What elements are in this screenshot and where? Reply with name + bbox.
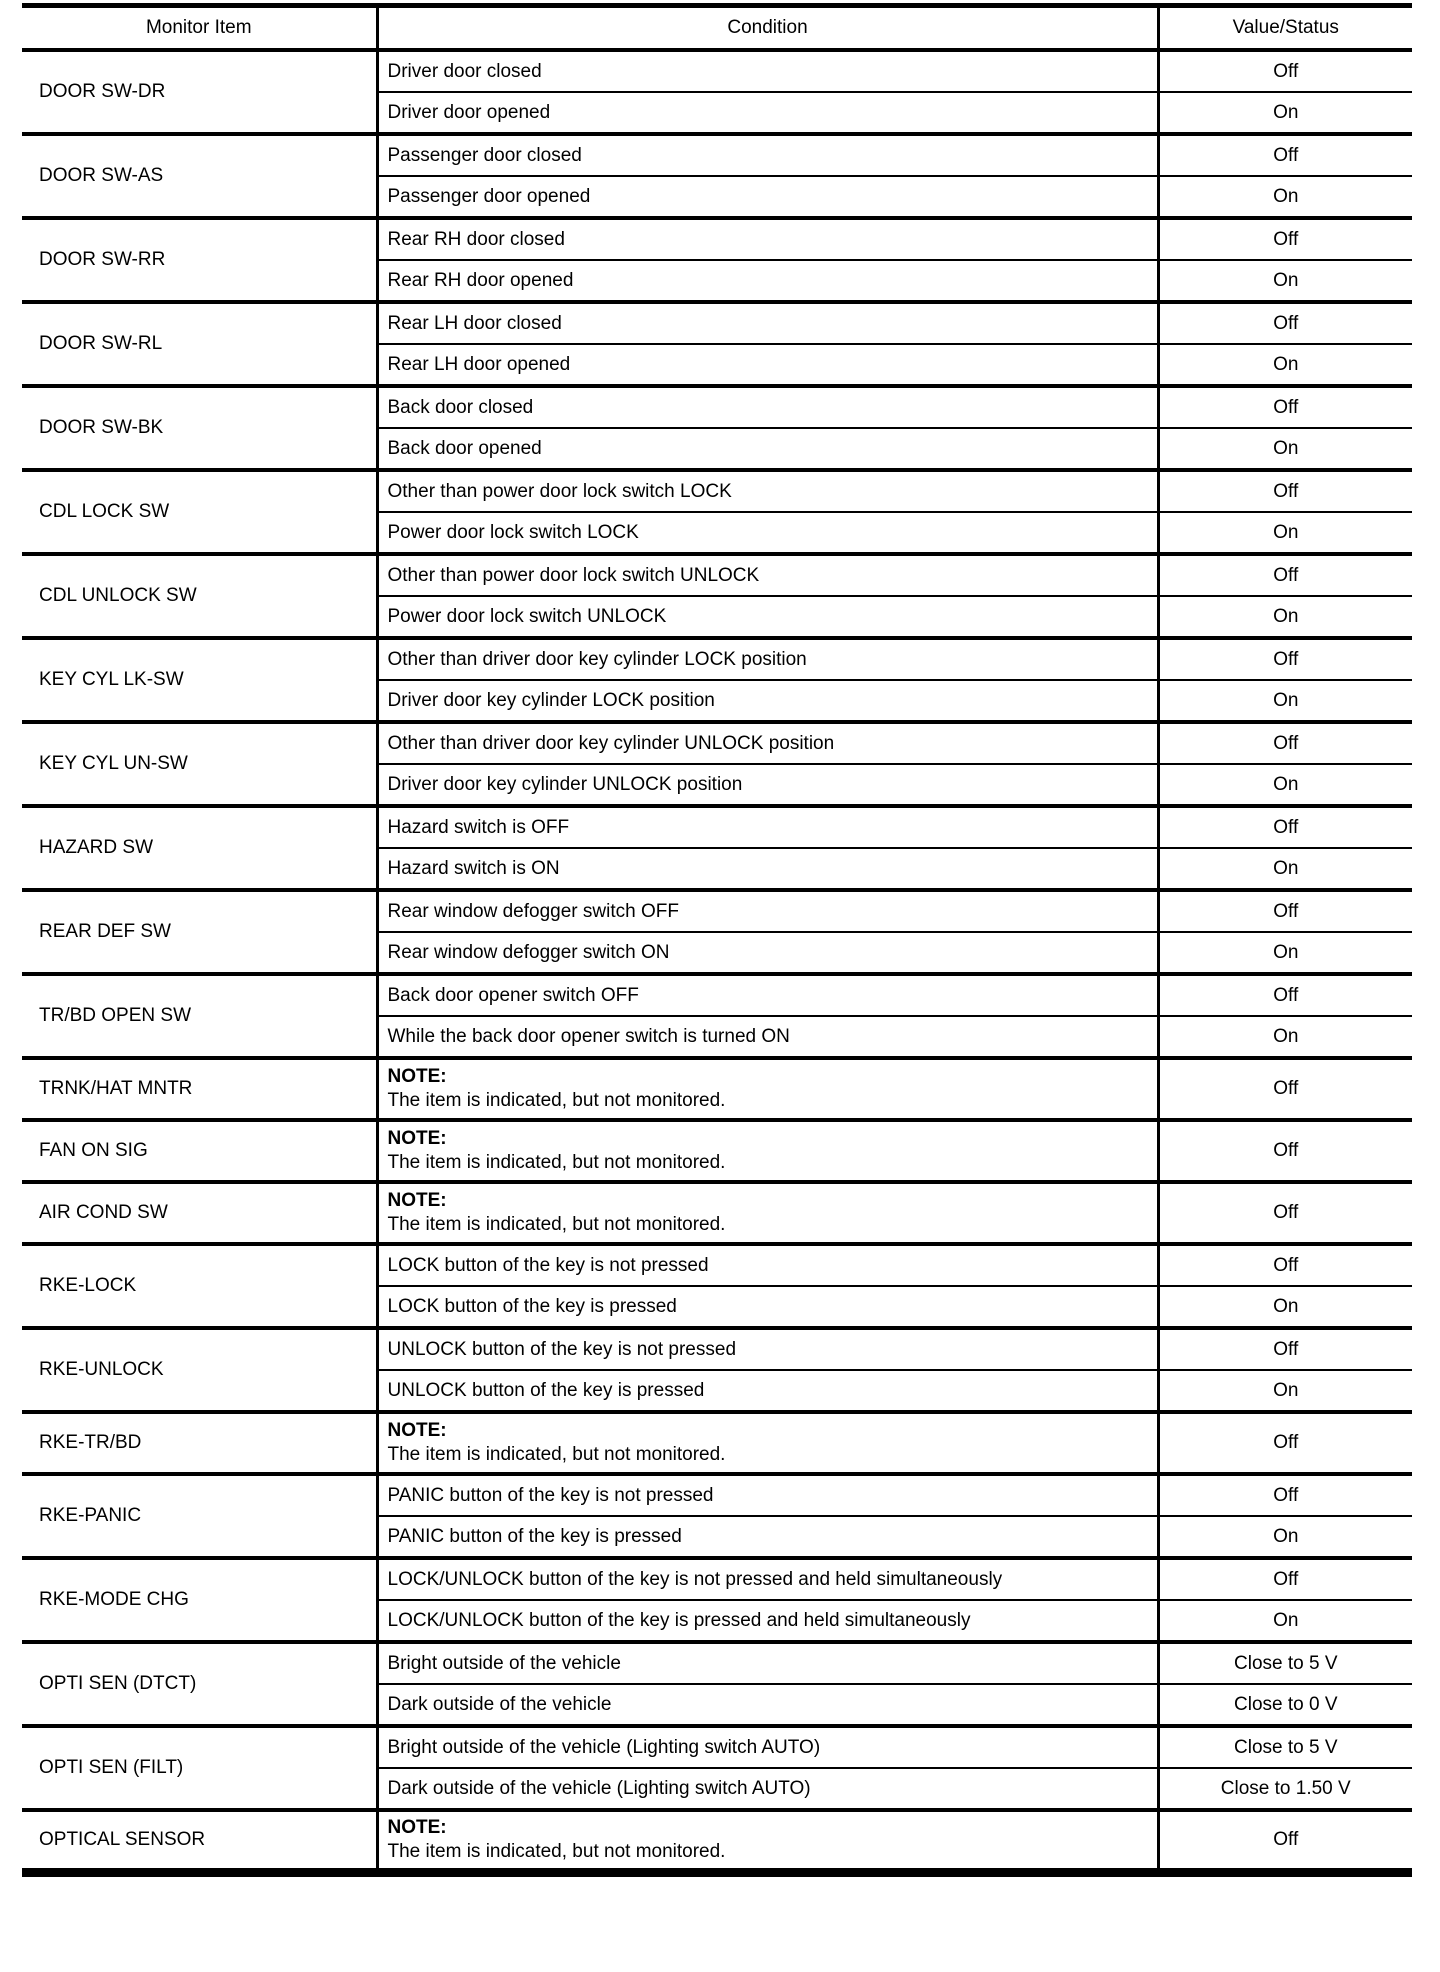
monitor-item-cell: RKE-TR/BD [22,1412,377,1474]
table-row [22,50,1412,92]
value-status-cell: On [1158,680,1412,722]
monitor-item-cell: OPTICAL SENSOR [22,1810,377,1872]
value-status-cell: On [1158,848,1412,890]
table-row [22,386,1412,428]
condition-cell: Driver door key cylinder UNLOCK position [377,764,1158,806]
value-status-cell: Off [1158,50,1412,92]
monitor-item-cell: REAR DEF SW [22,890,377,974]
table-row [22,1244,1412,1286]
condition-cell: Dark outside of the vehicle (Lighting switch AUTO) [377,1768,1158,1810]
value-status-cell: Off [1158,1810,1412,1872]
value-status-cell: On [1158,932,1412,974]
condition-cell: Rear RH door opened [377,260,1158,302]
value-status-cell: On [1158,1600,1412,1642]
header-row [22,6,1412,51]
condition-cell: Other than driver door key cylinder LOCK position [377,638,1158,680]
monitor-item-cell: KEY CYL UN-SW [22,722,377,806]
table-row [22,1810,1412,1872]
condition-cell: Driver door closed [377,50,1158,92]
value-status-cell: On [1158,176,1412,218]
monitor-item-cell: TRNK/HAT MNTR [22,1058,377,1120]
condition-cell: Bright outside of the vehicle (Lighting switch AUTO) [377,1726,1158,1768]
condition-cell: While the back door opener switch is turned ON [377,1016,1158,1058]
monitor-item-cell: FAN ON SIG [22,1120,377,1182]
value-status-cell: Off [1158,1182,1412,1244]
condition-cell: Passenger door opened [377,176,1158,218]
table-row [22,470,1412,512]
note-text: The item is indicated, but not monitored. [387,1444,726,1465]
value-status-cell: On [1158,260,1412,302]
table-row [22,1726,1412,1768]
monitor-item-cell: OPTI SEN (FILT) [22,1726,377,1810]
condition-cell: LOCK button of the key is not pressed [377,1244,1158,1286]
value-status-cell: Off [1158,722,1412,764]
condition-cell [377,1058,1158,1120]
condition-cell: PANIC button of the key is pressed [377,1516,1158,1558]
condition-cell: Dark outside of the vehicle [377,1684,1158,1726]
condition-cell: Rear LH door closed [377,302,1158,344]
condition-cell: Rear window defogger switch OFF [377,890,1158,932]
data-monitor-table [22,3,1412,1877]
value-status-cell: Off [1158,1412,1412,1474]
condition-cell: Other than driver door key cylinder UNLOCK position [377,722,1158,764]
condition-cell [377,1810,1158,1872]
monitor-item-cell: TR/BD OPEN SW [22,974,377,1058]
value-status-cell: Off [1158,470,1412,512]
monitor-item-cell: DOOR SW-RR [22,218,377,302]
condition-cell: UNLOCK button of the key is pressed [377,1370,1158,1412]
table-row [22,890,1412,932]
value-status-cell: On [1158,1286,1412,1328]
value-status-cell: Off [1158,890,1412,932]
monitor-item-cell: CDL UNLOCK SW [22,554,377,638]
monitor-item-cell: DOOR SW-RL [22,302,377,386]
value-status-cell: Off [1158,1474,1412,1516]
condition-cell: Driver door opened [377,92,1158,134]
note-text: The item is indicated, but not monitored. [387,1090,726,1111]
condition-cell: Hazard switch is OFF [377,806,1158,848]
value-status-cell: Off [1158,1328,1412,1370]
value-status-cell: On [1158,1370,1412,1412]
condition-cell: Bright outside of the vehicle [377,1642,1158,1684]
note-label: NOTE: [387,1066,447,1087]
monitor-item-cell: DOOR SW-BK [22,386,377,470]
note-text: The item is indicated, but not monitored. [387,1152,726,1173]
condition-cell: LOCK button of the key is pressed [377,1286,1158,1328]
value-status-cell: On [1158,92,1412,134]
table-row [22,974,1412,1016]
monitor-item-cell: OPTI SEN (DTCT) [22,1642,377,1726]
value-status-cell: Off [1158,1558,1412,1600]
value-status-cell: Off [1158,638,1412,680]
value-status-cell: Close to 0 V [1158,1684,1412,1726]
note-label: NOTE: [387,1190,447,1211]
table-row [22,722,1412,764]
value-status-cell: Off [1158,302,1412,344]
table-row [22,1058,1412,1120]
condition-cell [377,1182,1158,1244]
value-status-cell: Off [1158,386,1412,428]
table-row [22,554,1412,596]
condition-cell: UNLOCK button of the key is not pressed [377,1328,1158,1370]
condition-cell: Back door closed [377,386,1158,428]
value-status-cell: On [1158,764,1412,806]
monitor-item-cell: AIR COND SW [22,1182,377,1244]
value-status-cell: Close to 5 V [1158,1642,1412,1684]
table-row [22,1120,1412,1182]
table-row [22,134,1412,176]
table-row [22,638,1412,680]
note-label: NOTE: [387,1128,447,1149]
table-row [22,1474,1412,1516]
monitor-item-cell: RKE-MODE CHG [22,1558,377,1642]
monitor-item-cell: KEY CYL LK-SW [22,638,377,722]
condition-cell: Passenger door closed [377,134,1158,176]
value-status-cell: On [1158,344,1412,386]
condition-cell: Power door lock switch UNLOCK [377,596,1158,638]
value-status-cell: Off [1158,554,1412,596]
condition-cell: PANIC button of the key is not pressed [377,1474,1158,1516]
monitor-item-cell: DOOR SW-AS [22,134,377,218]
condition-cell: Other than power door lock switch LOCK [377,470,1158,512]
condition-cell: Rear RH door closed [377,218,1158,260]
value-status-cell: Off [1158,134,1412,176]
column-header-monitor-item: Monitor Item [22,6,377,51]
condition-cell: LOCK/UNLOCK button of the key is pressed and held simultaneously [377,1600,1158,1642]
value-status-cell: On [1158,512,1412,554]
value-status-cell: Off [1158,1058,1412,1120]
table-row [22,1642,1412,1684]
condition-cell: Other than power door lock switch UNLOCK [377,554,1158,596]
value-status-cell: On [1158,428,1412,470]
monitor-item-cell: RKE-PANIC [22,1474,377,1558]
condition-cell [377,1120,1158,1182]
value-status-cell: Close to 1.50 V [1158,1768,1412,1810]
value-status-cell: Off [1158,1120,1412,1182]
note-text: The item is indicated, but not monitored. [387,1214,726,1235]
monitor-item-cell: RKE-LOCK [22,1244,377,1328]
table-row [22,302,1412,344]
value-status-cell: On [1158,596,1412,638]
value-status-cell: Off [1158,1244,1412,1286]
condition-cell: Rear window defogger switch ON [377,932,1158,974]
column-header-condition: Condition [377,6,1158,51]
value-status-cell: On [1158,1516,1412,1558]
condition-cell: LOCK/UNLOCK button of the key is not pressed and held simultaneously [377,1558,1158,1600]
condition-cell: Back door opened [377,428,1158,470]
value-status-cell: On [1158,1016,1412,1058]
monitor-item-cell: CDL LOCK SW [22,470,377,554]
table-row [22,1182,1412,1244]
value-status-cell: Off [1158,218,1412,260]
condition-cell: Driver door key cylinder LOCK position [377,680,1158,722]
value-status-cell: Close to 5 V [1158,1726,1412,1768]
condition-cell [377,1412,1158,1474]
column-header-value-status: Value/Status [1158,6,1412,51]
value-status-cell: Off [1158,974,1412,1016]
table-row [22,806,1412,848]
monitor-item-cell: DOOR SW-DR [22,50,377,134]
condition-cell: Power door lock switch LOCK [377,512,1158,554]
table-row [22,1558,1412,1600]
table-row [22,1412,1412,1474]
table-row [22,1328,1412,1370]
value-status-cell: Off [1158,806,1412,848]
note-label: NOTE: [387,1420,447,1441]
monitor-item-cell: RKE-UNLOCK [22,1328,377,1412]
note-text: The item is indicated, but not monitored. [387,1840,726,1862]
table-row [22,218,1412,260]
monitor-item-cell: HAZARD SW [22,806,377,890]
condition-cell: Rear LH door opened [377,344,1158,386]
condition-cell: Back door opener switch OFF [377,974,1158,1016]
note-label: NOTE: [387,1816,447,1838]
condition-cell: Hazard switch is ON [377,848,1158,890]
